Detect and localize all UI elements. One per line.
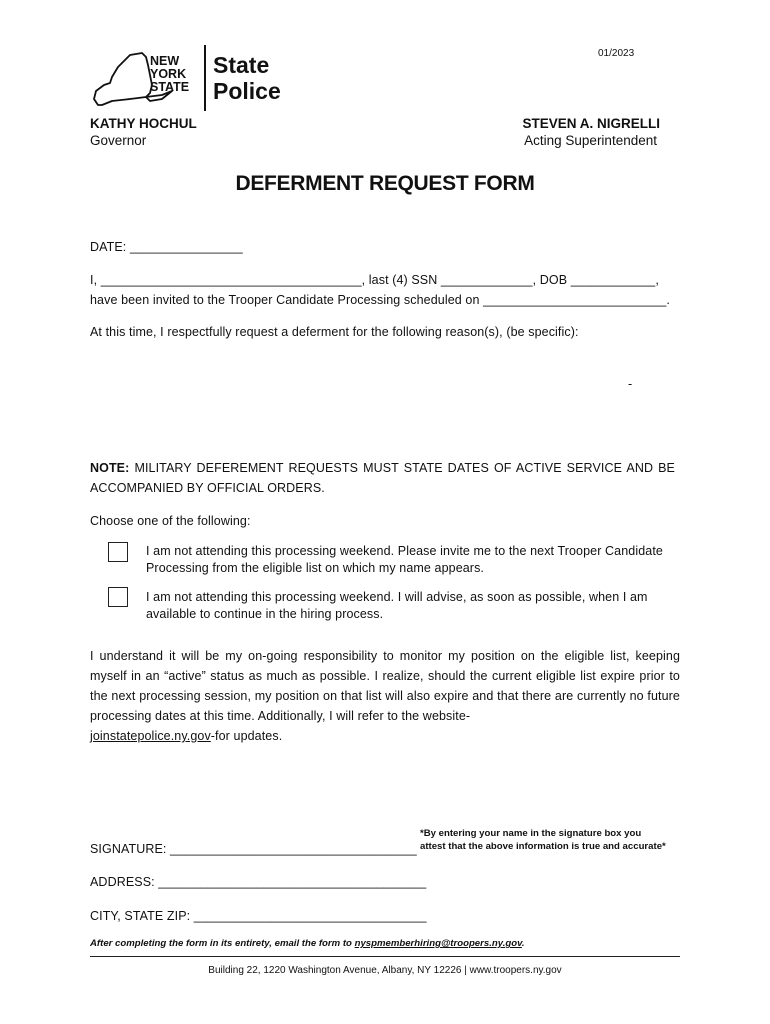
option2-line2: available to continue in the hiring process. [146,607,384,621]
submission-instruction [90,938,525,949]
form-title: DEFERMENT REQUEST FORM [235,172,535,195]
date-field[interactable]: DATE: ________________ [90,240,243,254]
option2-line1: I am not attending this processing weekend. I will advise, as soon as possible, when I am [146,590,648,604]
ack-text: I understand it will be my on-going responsibility to monitor my position on the eligible list, keeping myself in an “active” status as much as possible. I realize, should the current eligible list expire prior to the next processing session, my position on that list will also expire and that there are currently no future processing dates at this time. Additionally, I will refer to the website- [90,649,680,723]
option1-checkbox[interactable] [108,542,128,562]
option1-line2: Processing from the eligible list on which my name appears. [146,561,484,575]
logo-agency-line2: Police [213,78,281,104]
signature-field[interactable]: SIGNATURE: ___________________________________ [90,842,417,856]
ack-tail: -for updates. [210,729,283,743]
note-text-line2: ACCOMPANIED BY OFFICIAL ORDERS. [90,481,325,495]
city-state-zip-field[interactable]: CITY, STATE ZIP: _________________________________ [90,909,427,923]
option2-checkbox[interactable] [108,587,128,607]
stray-mark: - [628,377,633,391]
footer-address: Building 22, 1220 Washington Avenue, Albany, NY 12226 | www.troopers.ny.gov [208,965,562,976]
logo-divider [204,45,206,111]
request-instruction: At this time, I respectfully request a deferment for the following reason(s), (be specific): [90,325,579,339]
nysp-logo [90,45,290,115]
note-text-line1: MILITARY DEFEREMENT REQUESTS MUST STATE DATES OF ACTIVE SERVICE AND BE [134,461,675,475]
address-field[interactable]: ADDRESS: ______________________________________ [90,875,427,889]
choose-label: Choose one of the following: [90,514,251,528]
note-label: NOTE: [90,461,130,475]
governor-name: KATHY HOCHUL [90,116,197,131]
option1-line1: I am not attending this processing weekend. Please invite me to the next Trooper Candidate [146,544,663,558]
military-note [90,461,675,475]
attest-line1: *By entering your name in the signature box you [420,828,642,839]
superintendent-title: Acting Superintendent [524,133,657,148]
logo-state-text: STATE [150,80,190,94]
governor-title: Governor [90,133,147,148]
logo-york-text: YORK [150,67,187,81]
submission-email-link[interactable]: nyspmemberhiring@troopers.ny.gov [354,938,522,949]
acknowledgement-paragraph [90,646,680,746]
attestation-note [420,827,666,853]
superintendent-name: STEVEN A. NIGRELLI [522,116,660,131]
instruction-suffix: . [521,938,525,949]
website-link[interactable]: joinstatepolice.ny.gov [90,729,211,743]
identity-field[interactable]: I, _____________________________________, last (4) SSN _____________, DOB ____________, [90,273,659,287]
footer-divider [90,956,680,957]
option2-label [146,589,676,623]
form-revision-code: 01/2023 [598,48,635,59]
logo-agency-line1: State [213,52,270,78]
logo-new-text: NEW [150,54,180,68]
instruction-prefix: After completing the form in its entirety, email the form to [90,938,355,949]
option1-label [146,543,676,577]
attest-line2: attest that the above information is true and accurate* [420,841,666,852]
processing-date-field[interactable]: have been invited to the Trooper Candidate Processing scheduled on __________________________. [90,293,670,307]
